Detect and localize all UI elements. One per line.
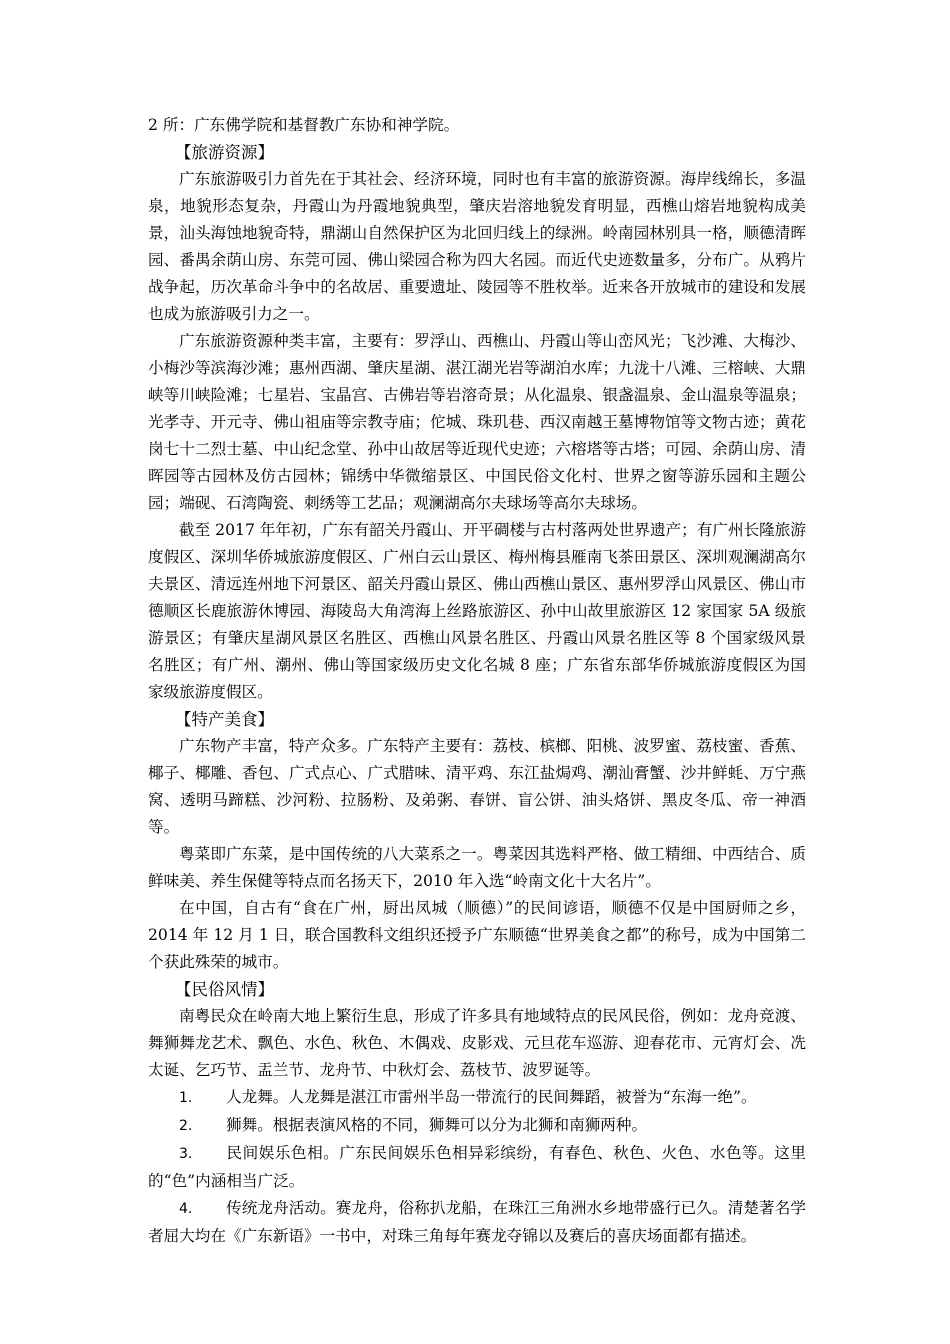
list-text: 狮舞。根据表演风格的不同，狮舞可以分为北狮和南狮两种。 xyxy=(226,1116,648,1134)
paragraph-customs: 南粤民众在岭南大地上繁衍生息，形成了许多具有地域特点的民风民俗，例如：龙舟竞渡、舞狮舞龙艺术、飘色、水色、秋色、木偶戏、皮影戏、元旦花车巡游、迎春花市、元宵灯会、冼太诞、乞巧节、盂兰节、龙舟节、中秋灯会、荔枝节、波罗诞等。 xyxy=(148,1007,806,1079)
list-text: 人龙舞。人龙舞是湛江市雷州半岛一带流行的民间舞蹈，被誉为“东海一绝”。 xyxy=(226,1088,757,1106)
list-number: 4. xyxy=(179,1201,193,1217)
heading-customs: 【民俗风情】 xyxy=(175,980,274,999)
list-text: 民间娱乐色相。广东民间娱乐色相异彩缤纷，有春色、秋色、火色、水色等。这里的“色”内涵相当广泛。 xyxy=(148,1144,806,1190)
list-item xyxy=(148,1195,806,1250)
list-item xyxy=(148,1140,806,1195)
list-number: 2. xyxy=(179,1118,193,1134)
heading-tourism: 【旅游资源】 xyxy=(175,143,274,162)
list-item xyxy=(148,1112,806,1140)
list-item xyxy=(148,1084,806,1112)
paragraph-cantonese-cuisine: 粤菜即广东菜，是中国传统的八大菜系之一。粤菜因其选料严格、做工精细、中西结合、质鲜味美、养生保健等特点而名扬天下，2010 年入选“岭南文化十大名片”。 xyxy=(148,845,806,890)
list-number: 1. xyxy=(179,1090,193,1106)
list-number: 3. xyxy=(179,1146,193,1162)
paragraph-tourism-intro: 广东旅游吸引力首先在于其社会、经济环境，同时也有丰富的旅游资源。海岸线绵长，多温泉，地貌形态复杂，丹霞山为丹霞地貌典型，肇庆岩溶地貌发育明显，西樵山熔岩地貌构成美景，汕头海蚀地貌奇特，鼎湖山自然保护区为北回归线上的绿洲。岭南园林别具一格，顺德清晖园、番禺余荫山房、东莞可园、佛山梁园合称为四大名园。而近代史迹数量多，分布广。从鸦片战争起，历次革命斗争中的名故居、重要遗址、陵园等不胜枚举。近来各开放城市的建设和发展也成为旅游吸引力之一。 xyxy=(148,170,806,323)
document-page xyxy=(148,112,806,1250)
continuation-line: 2 所：广东佛学院和基督教广东协和神学院。 xyxy=(148,116,460,134)
paragraph-tourism-types: 广东旅游资源种类丰富，主要有：罗浮山、西樵山、丹霞山等山峦风光；飞沙滩、大梅沙、小梅沙等滨海沙滩；惠州西湖、肇庆星湖、湛江湖光岩等湖泊水库；九泷十八滩、三榕峡、大鼎峡等川峡险滩；七星岩、宝晶宫、古佛岩等岩溶奇景；从化温泉、银盏温泉、金山温泉等温泉；光孝寺、开元寺、佛山祖庙等宗教寺庙；佗城、珠玑巷、西汉南越王墓博物馆等文物古迹；黄花岗七十二烈士墓、中山纪念堂、孙中山故居等近现代史迹；六榕塔等古塔；可园、余荫山房、清晖园等古园林及仿古园林；锦绣中华微缩景区、中国民俗文化村、世界之窗等游乐园和主题公园；端砚、石湾陶瓷、刺绣等工艺品；观澜湖高尔夫球场等高尔夫球场。 xyxy=(148,332,806,512)
paragraph-tourism-sites: 截至 2017 年年初，广东有韶关丹霞山、开平碉楼与古村落两处世界遗产；有广州长隆旅游度假区、深圳华侨城旅游度假区、广州白云山景区、梅州梅县雁南飞茶田景区、深圳观澜湖高尔夫景区、清远连州地下河景区、韶关丹霞山景区、佛山西樵山景区、惠州罗浮山风景区、佛山市德顺区长鹿旅游休博园、海陵岛大角湾海上丝路旅游区、孙中山故里旅游区 12 家国家 5A 级旅游景区；有肇庆星湖风景区名胜区、西樵山风景名胜区、丹霞山风景名胜区等 8 个国家级风景名胜区；有广州、潮州、佛山等国家级历史文化名城 8 座；广东省东部华侨城旅游度假区为国家级旅游度假区。 xyxy=(148,521,806,701)
paragraph-shunde: 在中国，自古有“食在广州，厨出凤城（顺德）”的民间谚语，顺德不仅是中国厨师之乡，2014 年 12 月 1 日，联合国教科文组织还授予广东顺德“世界美食之都”的称号，成为中国第二个获此殊荣的城市。 xyxy=(148,899,806,971)
heading-food: 【特产美食】 xyxy=(175,710,274,729)
list-text: 传统龙舟活动。赛龙舟，俗称扒龙船，在珠江三角洲水乡地带盛行已久。清楚著名学者屈大均在《广东新语》一书中，对珠三角每年赛龙夺锦以及赛后的喜庆场面都有描述。 xyxy=(148,1199,806,1245)
paragraph-specialties: 广东物产丰富，特产众多。广东特产主要有：荔枝、槟榔、阳桃、波罗蜜、荔枝蜜、香蕉、椰子、椰雕、香包、广式点心、广式腊味、清平鸡、东江盐焗鸡、潮汕膏蟹、沙井鲜蚝、万宁燕窝、透明马蹄糕、沙河粉、拉肠粉、及弟粥、春饼、盲公饼、油头烙饼、黑皮冬瓜、帝一神酒等。 xyxy=(148,737,806,836)
